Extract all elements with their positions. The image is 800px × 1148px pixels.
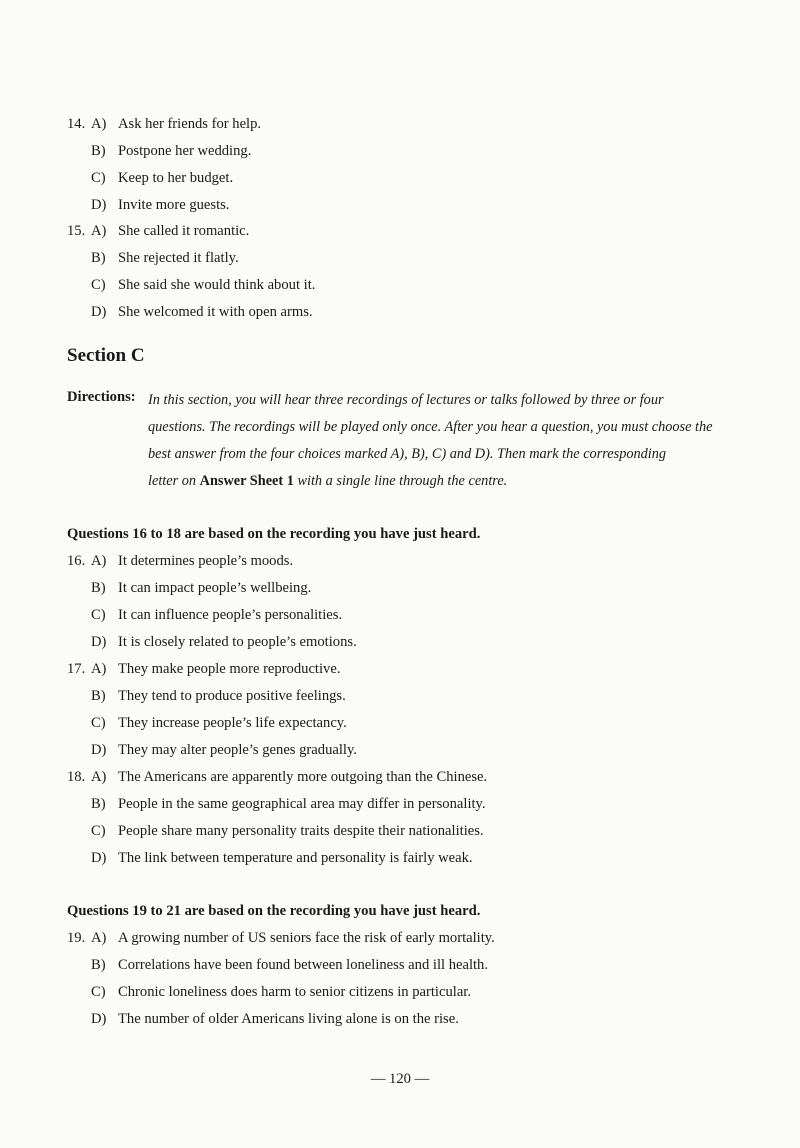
option-letter: C) [91,277,106,293]
option-letter: B) [91,250,106,266]
option-b [91,688,346,705]
option-letter: A) [91,930,107,946]
option-text: They increase people’s life expectancy. [118,715,347,731]
option-letter: B) [91,688,106,704]
option-d [91,1011,459,1028]
question-15 [67,223,249,240]
question-16 [67,553,293,570]
question-number: 19. [67,930,86,946]
question-number: 16. [67,553,86,569]
option-text: The number of older Americans living alone is on the rise. [118,1011,459,1027]
option-letter: C) [91,823,106,839]
option-b [91,796,486,813]
question-number: 17. [67,661,86,677]
option-d [91,304,313,321]
option-text: A growing number of US seniors face the risk of early mortality. [118,930,495,946]
option-b [91,250,239,267]
option-text: It can impact people’s wellbeing. [118,580,312,596]
option-letter: B) [91,957,106,973]
option-b [91,580,311,597]
option-text: Ask her friends for help. [118,116,262,132]
directions-text: letter on [148,473,200,489]
option-letter: C) [91,984,106,1000]
option-letter: B) [91,580,106,596]
option-text: The link between temperature and personality is fairly weak. [118,850,473,866]
option-c [91,607,342,624]
option-text: She called it romantic. [118,223,250,239]
option-text: They may alter people’s genes gradually. [118,742,357,758]
answer-sheet-label: Answer Sheet 1 [199,473,294,489]
option-letter: A) [91,553,107,569]
directions-line [148,473,507,490]
option-d [91,850,473,867]
option-text: It can influence people’s personalities. [118,607,343,623]
option-text: It determines people’s moods. [118,553,294,569]
question-number: 18. [67,769,86,785]
option-c [91,823,484,840]
option-letter: C) [91,170,106,186]
option-letter: A) [91,223,107,239]
page-number: — 120 — [370,1071,430,1087]
option-text: Correlations have been found between loneliness and ill health. [118,957,489,973]
option-c [91,277,315,294]
question-19 [67,930,495,947]
option-letter: D) [91,634,107,650]
option-text: Keep to her budget. [118,170,234,186]
option-letter: A) [91,769,107,785]
option-text: It is closely related to people’s emotions. [118,634,357,650]
option-letter: D) [91,304,107,320]
directions-line: questions. The recordings will be played only once. After you hear a question, you must choose the [148,419,713,435]
option-text: They make people more reproductive. [118,661,341,677]
directions-line: In this section, you will hear three recordings of lectures or talks followed by three or four [148,392,664,408]
option-text: She welcomed it with open arms. [118,304,313,320]
directions-text: with a single line through the centre. [293,473,508,489]
option-c [91,170,233,187]
option-text: They tend to produce positive feelings. [118,688,346,704]
option-letter: D) [91,850,107,866]
option-text: She rejected it flatly. [118,250,239,266]
option-b [91,957,488,974]
question-14 [67,116,261,133]
option-d [91,742,357,759]
group-title: Questions 16 to 18 are based on the recording you have just heard. [67,526,481,542]
question-number: 14. [67,116,86,132]
section-title: Section C [67,345,145,366]
option-d [91,634,357,651]
option-text: Invite more guests. [118,197,230,213]
option-letter: B) [91,796,106,812]
option-letter: A) [91,116,107,132]
option-letter: B) [91,143,106,159]
option-letter: C) [91,607,106,623]
option-text: The Americans are apparently more outgoing than the Chinese. [118,769,488,785]
option-letter: D) [91,1011,107,1027]
option-text: Chronic loneliness does harm to senior citizens in particular. [118,984,472,1000]
question-number: 15. [67,223,86,239]
option-c [91,984,471,1001]
option-b [91,143,251,160]
option-text: Postpone her wedding. [118,143,252,159]
option-letter: C) [91,715,106,731]
option-d [91,197,229,214]
option-letter: D) [91,197,107,213]
question-17 [67,661,340,678]
option-letter: D) [91,742,107,758]
option-text: People in the same geographical area may differ in personality. [118,796,486,812]
directions-label: Directions: [67,389,136,405]
option-text: People share many personality traits despite their nationalities. [118,823,484,839]
group-title: Questions 19 to 21 are based on the recording you have just heard. [67,903,481,919]
option-letter: A) [91,661,107,677]
option-c [91,715,347,732]
option-text: She said she would think about it. [118,277,316,293]
question-18 [67,769,487,786]
directions-line: best answer from the four choices marked A), B), C) and D). Then mark the corresponding [148,446,667,462]
